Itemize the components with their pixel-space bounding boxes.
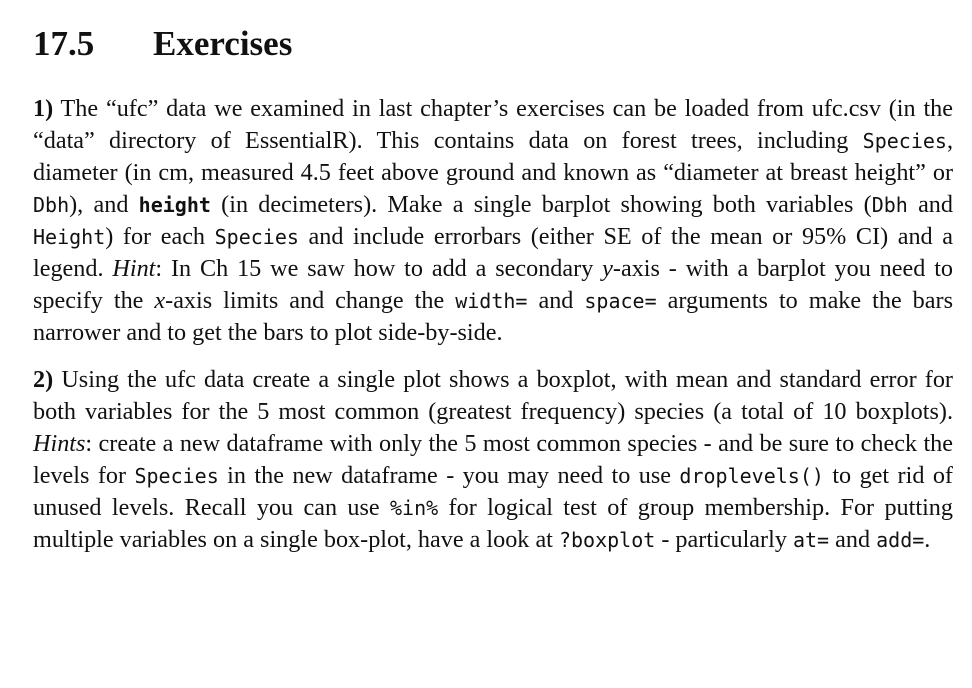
code-space: space= xyxy=(584,289,657,313)
hint-label: Hint xyxy=(112,255,156,282)
exercise-1 xyxy=(33,93,953,349)
math-var-x: x xyxy=(154,287,166,314)
exercise-2 xyxy=(33,364,953,556)
math-var-y: y xyxy=(602,255,613,282)
hint-label: Hints xyxy=(33,430,86,457)
exercise-text: to get rid of unused levels. Recall you can use xyxy=(33,462,953,521)
section-number: 17.5 xyxy=(33,24,95,63)
exercise-number: 1) xyxy=(33,95,54,122)
exercise-text: : In Ch 15 we saw how to add a secondary xyxy=(155,255,603,282)
code-height: height xyxy=(138,193,211,217)
exercise-text: and xyxy=(907,191,953,218)
document-page xyxy=(33,0,953,556)
code-species: Species xyxy=(134,464,219,488)
exercise-text: : create a new dataframe with only the 5 most common species - and be sure to check the levels for xyxy=(33,430,953,489)
exercise-text: -axis limits and change the xyxy=(165,287,456,314)
code-in-operator: %in% xyxy=(390,496,439,520)
exercise-text: for logical test of group membership. For putting multiple variables on a single box-plot, have a look at xyxy=(33,494,953,553)
exercise-text: in the new dataframe - you may need to use xyxy=(218,462,680,489)
code-species: Species xyxy=(214,225,299,249)
code-dbh: Dbh xyxy=(871,193,908,217)
exercise-text: arguments to make the bars narrower and to get the bars to plot side-by-side. xyxy=(33,287,953,346)
code-height-cap: Height xyxy=(33,225,106,249)
exercise-text: and xyxy=(829,526,877,553)
exercise-text: Using the ufc data create a single plot shows a boxplot, with mean and standard error for both variables for the 5 most common (greatest frequency) species (a total of 10 boxplots). xyxy=(33,366,953,425)
code-dbh: Dbh xyxy=(33,193,70,217)
exercise-text: . xyxy=(924,526,931,553)
exercise-number: 2) xyxy=(33,366,54,393)
exercise-text: ) for each xyxy=(105,223,215,250)
exercise-text: and include errorbars (either SE of the mean or 95% CI) and a legend. xyxy=(33,223,953,282)
code-species: Species xyxy=(862,129,947,153)
exercise-text: (in decimeters). Make a single barplot showing both variables ( xyxy=(210,191,872,218)
section-heading xyxy=(33,22,953,66)
exercise-text: -axis - with a barplot you need to specify the xyxy=(33,255,954,314)
exercise-text: The “ufc” data we examined in last chapter’s exercises can be loaded from ufc.csv (in the “data” directory of EssentialR). This contains data on forest trees, including xyxy=(33,95,953,154)
section-title: Exercises xyxy=(153,24,293,63)
code-at: at= xyxy=(792,528,830,552)
code-droplevels: droplevels() xyxy=(679,464,824,488)
exercise-text: ), and xyxy=(69,191,139,218)
code-boxplot-help: ?boxplot xyxy=(558,528,656,552)
exercise-text: , diameter (in cm, measured 4.5 feet above ground and known as “diameter at breast height” or xyxy=(33,127,953,186)
code-add: add= xyxy=(876,528,925,552)
exercise-text: - particularly xyxy=(655,526,793,553)
code-width: width= xyxy=(455,289,528,313)
exercise-text: and xyxy=(527,287,585,314)
